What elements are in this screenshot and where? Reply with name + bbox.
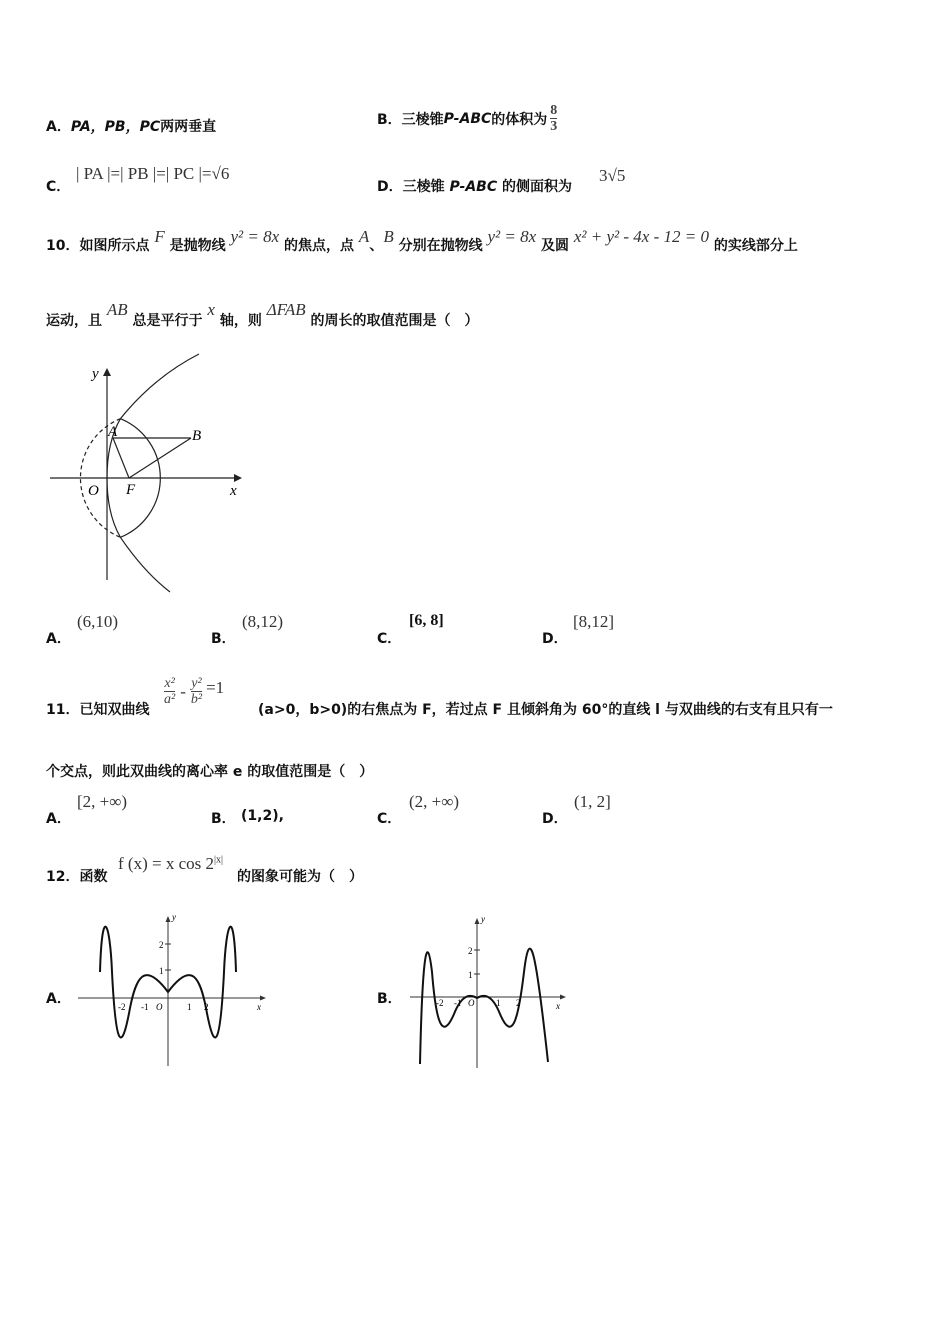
graph-b-x-label: x — [556, 1001, 560, 1011]
q12-option-b-label: B． — [377, 991, 402, 1007]
denominator-b: b² — [190, 692, 203, 707]
fig-label-y: y — [92, 366, 99, 382]
q10-stem-part5: 及圆 — [541, 238, 569, 254]
y-axis-arrow-icon — [475, 918, 480, 924]
graph-a-y-label: y — [172, 912, 176, 922]
q12-stem-part2: 的图象可能为（ ） — [237, 869, 363, 885]
fig-label-origin: O — [88, 483, 99, 499]
graph-b-y-label: y — [481, 914, 485, 924]
q10-stem-part2: 是抛物线 — [169, 238, 226, 254]
graph-b-tick-x-neg1: -1 — [454, 998, 462, 1008]
q11-option-d-label: D． — [542, 811, 568, 827]
q11-stem-line2: 个交点，则此双曲线的离心率 e 的取值范围是（ ） — [46, 764, 374, 780]
q9-option-b-italic: P-ABC — [443, 110, 492, 127]
q9-option-b — [377, 103, 557, 134]
q9-option-a-suffix: 两两垂直 — [160, 119, 217, 135]
q11-option-a-label: A． — [46, 811, 71, 827]
fig-label-x: x — [230, 483, 237, 499]
q11-stem-part1: 11．已知双曲线 — [46, 702, 150, 718]
q10-parabola-eq: y² = 8x — [230, 227, 280, 246]
q9-option-a — [46, 116, 216, 136]
q9-option-b-fraction — [550, 103, 557, 134]
graph-b-tick-y-2: 2 — [468, 946, 473, 956]
q12-graph-a — [74, 912, 274, 1072]
q10-sep: 、 — [369, 238, 384, 254]
q12-function-text: f (x) = x cos 2 — [118, 854, 214, 873]
graph-b-tick-x-1: 1 — [496, 998, 501, 1008]
y-axis-arrow-icon — [166, 916, 171, 922]
q10-point-b: B — [383, 227, 394, 246]
q12-stem-part1: 12．函数 — [46, 869, 108, 885]
q10-option-b: (8,12) — [242, 612, 284, 631]
q10-line2-part3: 轴，则 — [219, 313, 262, 329]
q9-option-b-text: 三棱锥 — [401, 111, 444, 128]
fig-label-f: F — [126, 482, 136, 498]
q9-option-d-text: 三棱锥 — [402, 179, 450, 195]
denominator-a: a² — [164, 692, 176, 707]
q10-stem-part3: 的焦点，点 — [284, 238, 355, 254]
graph-a-origin: O — [156, 1002, 163, 1012]
fig-label-b: B — [192, 428, 202, 444]
q10-option-d-label: D． — [542, 631, 568, 647]
q10-option-a-label: A． — [46, 631, 71, 647]
q10-parabola-eq-2: y² = 8x — [487, 227, 537, 246]
q10-line2-part1: 运动，且 — [46, 313, 102, 329]
fraction-denominator: 3 — [550, 119, 558, 134]
q11-option-b-label: B． — [211, 811, 236, 827]
q10-line2-part4: 的周长的取值范围是（ ） — [310, 313, 479, 329]
q12-option-a-label: A． — [46, 991, 71, 1007]
q11-hyperbola-eq — [164, 676, 224, 707]
fraction-numerator: 8 — [550, 103, 558, 118]
q10-option-d: [8,12] — [573, 612, 615, 631]
q10-figure — [44, 352, 254, 597]
q9-option-d-math: 3√5 — [599, 166, 626, 185]
q9-option-d-italic: P-ABC — [449, 179, 498, 195]
graph-a-tick-x-1: 1 — [187, 1002, 192, 1012]
x-axis-arrow-icon — [260, 996, 266, 1001]
q10-triangle: ΔFAB — [266, 300, 306, 319]
x-axis-arrow-icon — [234, 474, 242, 482]
q12-function-exponent: |x| — [213, 854, 223, 866]
parabola-curve — [107, 354, 202, 592]
q10-stem-part4: 分别在抛物线 — [398, 238, 483, 254]
q11-option-c: (2, +∞) — [409, 792, 460, 811]
q11-option-a: [2, +∞) — [77, 792, 128, 811]
q10-option-c: [6, 8] — [409, 612, 444, 629]
q10-option-c-label: C． — [377, 631, 402, 647]
q10-segment-ab: AB — [106, 300, 128, 319]
y-axis-arrow-icon — [103, 368, 111, 376]
graph-a-tick-y-2: 2 — [159, 940, 164, 950]
q10-point-a: A — [358, 227, 370, 246]
q9-option-c-math: | PA |=| PB |=| PC |=√6 — [76, 164, 230, 183]
q9-option-a-label: A． — [46, 119, 71, 135]
q11-frac-y — [191, 676, 202, 707]
numerator-y: y² — [191, 676, 202, 691]
q9-option-d — [377, 176, 572, 196]
numerator-x: x² — [164, 676, 175, 691]
graph-b-origin: O — [468, 998, 475, 1008]
q9-option-a-edges: PA，PB，PC — [70, 119, 161, 135]
q11-option-b: (1,2), — [241, 808, 284, 824]
graph-b-tick-y-1: 1 — [468, 970, 473, 980]
graph-a-tick-x-2: 2 — [204, 1002, 209, 1012]
q10-point-f: F — [154, 227, 165, 246]
q9-option-d-suffix: 的侧面积为 — [497, 179, 572, 195]
q11-rhs: =1 — [206, 677, 225, 697]
q10-line2-part2: 总是平行于 — [132, 313, 203, 329]
q11-option-d: (1, 2] — [574, 792, 611, 811]
q10-stem-part1: 10．如图所示点 — [46, 238, 150, 254]
graph-b-tick-x-2: 2 — [516, 998, 521, 1008]
q11-option-c-label: C． — [377, 811, 402, 827]
q9-option-c-label: C． — [46, 179, 71, 195]
graph-a-tick-y-1: 1 — [159, 966, 164, 976]
q10-stem-line2 — [46, 300, 479, 330]
q11-frac-x — [164, 676, 175, 707]
q12-graph-b — [406, 912, 576, 1072]
q10-option-a: (6,10) — [77, 612, 119, 631]
x-axis-arrow-icon — [560, 995, 566, 1000]
fig-label-a: A — [108, 424, 118, 440]
q12-function — [118, 854, 223, 874]
q10-stem-part6: 的实线部分上 — [713, 238, 798, 254]
q9-option-b-label: B． — [377, 111, 402, 128]
q9-option-b-suffix: 的体积为 — [491, 111, 548, 128]
graph-a-tick-x-neg2: -2 — [118, 1002, 126, 1012]
q11-stem-part2: (a>0，b>0)的右焦点为 F，若过点 F 且倾斜角为 60°的直线 l 与双曲线的右支有且只有一 — [258, 702, 833, 718]
q9-option-d-label: D． — [377, 179, 403, 195]
graph-b-tick-x-neg2: -2 — [436, 998, 444, 1008]
q11-minus: - — [180, 681, 186, 701]
graph-a-x-label: x — [257, 1002, 261, 1012]
q10-circle-eq: x² + y² - 4x - 12 = 0 — [573, 227, 709, 246]
segment-af — [113, 438, 129, 478]
q10-stem-line1 — [46, 227, 798, 255]
q10-option-b-label: B． — [211, 631, 236, 647]
graph-a-tick-x-neg1: -1 — [141, 1002, 149, 1012]
q10-x-axis-var: x — [207, 300, 215, 319]
